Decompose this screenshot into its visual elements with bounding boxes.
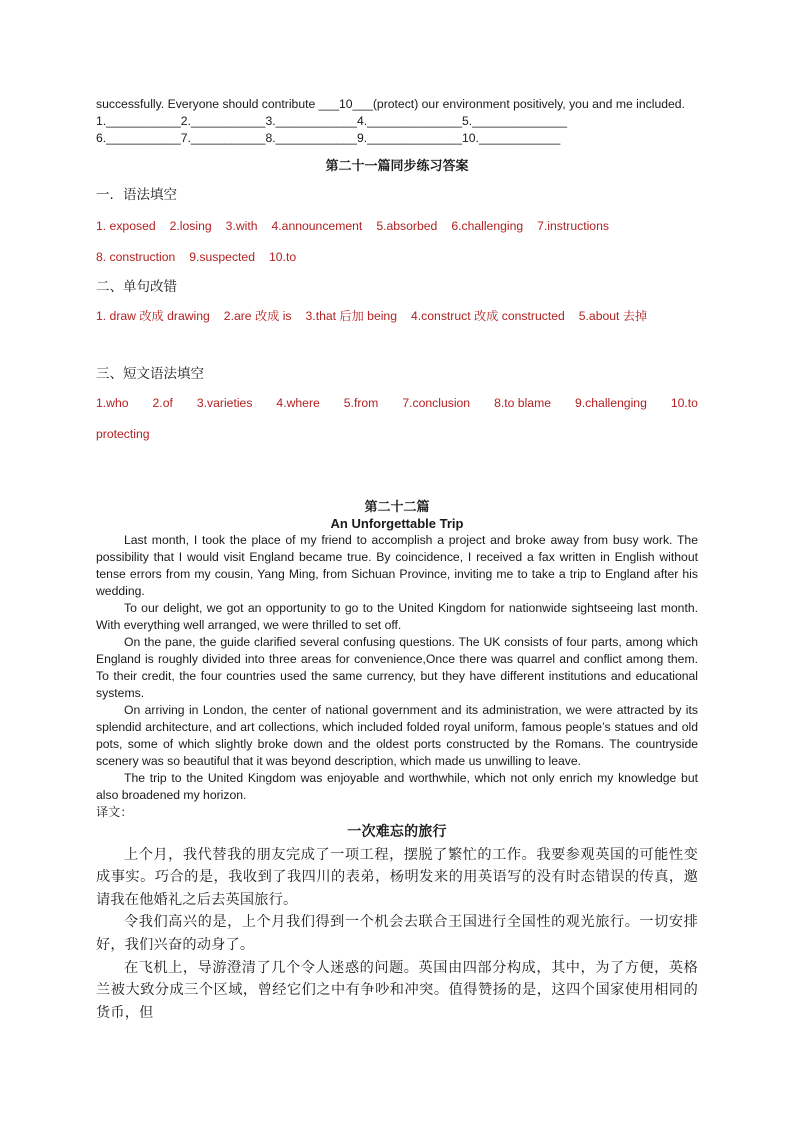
answers-title: 第二十一篇同步练习答案 <box>325 158 469 173</box>
translation-label: 译文： <box>96 805 133 819</box>
answer-item: 10.to <box>670 396 698 410</box>
passage-paragraph: On the pane, the guide clarified several confusing questions. The UK consists of four parts, among which England is roughly divided into three areas for convenience,Once there was quarrel and conflict among them. To their credit, the four countries used the same currency, but they have different institutions and educational systems. <box>96 635 698 700</box>
answer-item: 2.of <box>152 396 173 410</box>
answer-item: 7.instructions <box>537 219 609 233</box>
section-3-answers-row-2: protecting <box>96 427 150 441</box>
answer-item: 9.challenging <box>575 396 647 410</box>
answer-item: 8. construction <box>96 250 176 264</box>
passage-paragraph: Last month, I took the place of my friend to accomplish a project and broke away from busy work. The possibility that I would visit England became true. By coincidence, I received a fax written in English without tense errors from my cousin, Yang Ming, from Sichuan Province, inviting me to take a trip to England after his wedding. <box>96 533 698 598</box>
answer-item: 1.who <box>96 396 129 410</box>
answer-item: 5.about 去掉 <box>578 309 648 323</box>
translation-paragraph: 令我们高兴的是，上个月我们得到一个机会去联合王国进行全国性的观光旅行。一切安排好，我们兴奋的动身了。 <box>96 914 698 953</box>
section-2-heading: 二、单句改错 <box>96 279 177 294</box>
passage-paragraph: On arriving in London, the center of national government and its administration, we were attracted by its splendid architecture, and art collections, which included folded royal uniform, famous people’s statues and old pots, some of which slightly broke down and the oldest ports constructed by the Romans. The countryside scenery was so beautiful that it was beyond description, which made us unwilling to leave. <box>96 703 698 768</box>
exercise-last-line: successfully. Everyone should contribute ___10___(protect) our environment positively, you and me included. <box>96 97 685 111</box>
answer-item: 4.where <box>276 396 320 410</box>
passage-paragraph: The trip to the United Kingdom was enjoyable and worthwhile, which not only enrich my knowledge but also broadened my horizon. <box>96 771 698 802</box>
document-page <box>96 96 698 1024</box>
passage-title: An Unforgettable Trip <box>330 516 464 531</box>
answer-item: 1. draw 改成 drawing <box>96 309 210 323</box>
section-1-answers-row-1 <box>96 217 698 235</box>
answer-item: 3.that 后加 being <box>305 309 397 323</box>
translation-title: 一次难忘的旅行 <box>347 824 447 840</box>
answer-item: 6.challenging <box>451 219 524 233</box>
answer-item: 5.from <box>343 396 379 410</box>
section-1-answers-row-2 <box>96 248 698 266</box>
translation-paragraph: 在飞机上，导游澄清了几个令人迷惑的问题。英国由四部分构成，其中，为了方便，英格兰被大致分成三个区域，曾经它们之中有争吵和冲突。值得赞扬的是，这四个国家使用相同的货币，但 <box>96 959 698 1021</box>
answer-item: 2.are 改成 is <box>223 309 292 323</box>
section-1-heading: 一．语法填空 <box>96 187 177 202</box>
section-2-answers <box>96 307 698 325</box>
answer-item: 4.construct 改成 constructed <box>411 309 565 323</box>
answer-item: 3.varieties <box>196 396 253 410</box>
answer-item: 3.with <box>225 219 258 233</box>
section-3-answers-row-1 <box>96 394 698 412</box>
answer-item: 9.suspected <box>189 250 255 264</box>
answer-item: 7.conclusion <box>402 396 471 410</box>
answer-blanks-row-1: 1.___________2.___________3.____________4.______________5.______________ <box>96 114 568 128</box>
section-3-heading: 三、短文语法填空 <box>96 366 204 381</box>
passage-number: 第二十二篇 <box>364 499 430 514</box>
answer-item: 5.absorbed <box>376 219 438 233</box>
translation-paragraph: 上个月，我代替我的朋友完成了一项工程，摆脱了繁忙的工作。我要参观英国的可能性变成事实。巧合的是，我收到了我四川的表弟，杨明发来的用英语写的没有时态错误的传真，邀请我在他婚礼之后去英国旅行。 <box>96 846 698 908</box>
answer-item: 2.losing <box>169 219 212 233</box>
answer-item: 4.announcement <box>271 219 363 233</box>
answer-blanks-row-2: 6.___________7.___________8.____________9.______________10.____________ <box>96 131 561 145</box>
answer-item: 8.to blame <box>494 396 552 410</box>
answer-item: 10.to <box>269 250 297 264</box>
answer-item: 1. exposed <box>96 219 156 233</box>
passage-paragraph: To our delight, we got an opportunity to go to the United Kingdom for nationwide sightseeing last month. With everything well arranged, we were thrilled to set off. <box>96 601 698 632</box>
